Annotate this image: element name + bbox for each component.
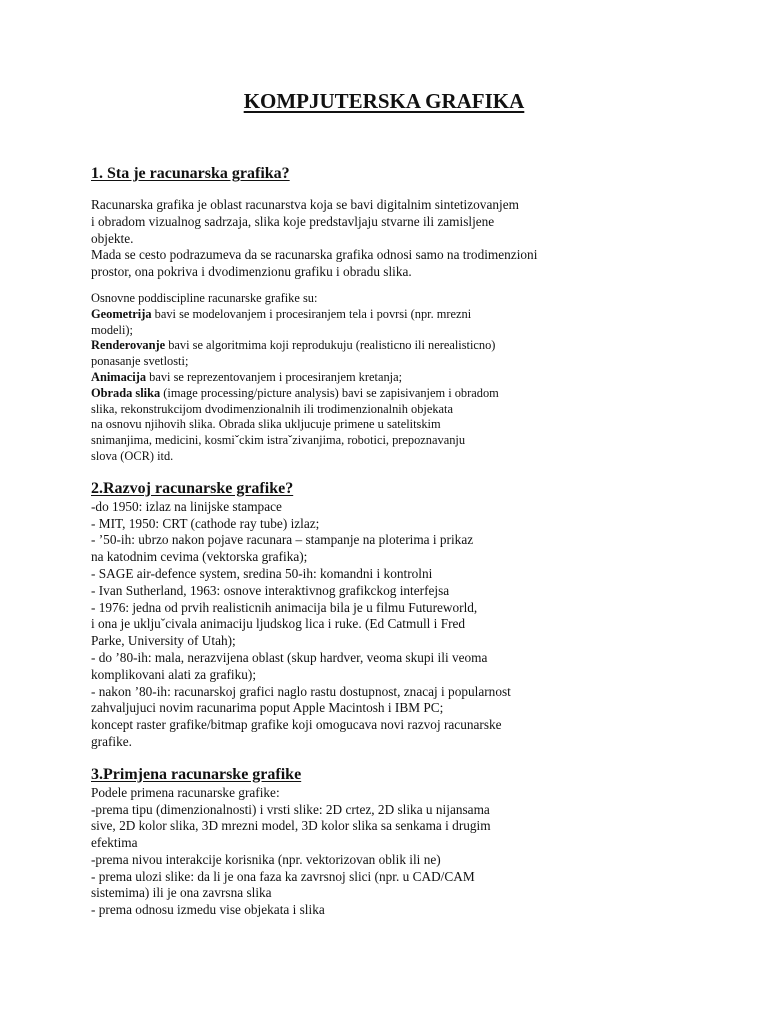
term-geometrija: Geometrija xyxy=(91,306,152,321)
text-line: -do 1950: izlaz na linijske stampace xyxy=(91,498,282,514)
text-line: zahvaljujuci novim racunarima poput Apple Macintosh i IBM PC; xyxy=(91,700,444,716)
text-line: na katodnim cevima (vektorska grafika); xyxy=(91,549,308,565)
text-line: komplikovani alati za grafiku); xyxy=(91,666,257,682)
text-line: objekte. xyxy=(91,230,134,246)
text-line: ponasanje svetlosti; xyxy=(91,354,189,369)
text-line: Osnovne poddiscipline racunarske grafike su: xyxy=(91,290,318,305)
text-line: snimanjima, medicini, kosmiˇckim istraˇzivanjima, robotici, prepoznavanju xyxy=(91,433,466,448)
section-3-body xyxy=(91,785,728,919)
term-animacija: Animacija xyxy=(91,369,147,384)
text-line: (image processing/picture analysis) bavi se zapisivanjem i obradom xyxy=(160,385,499,400)
text-line: prostor, ona pokriva i dvodimenzionu grafiku i obradu slika. xyxy=(91,264,412,280)
text-line: Podele primena racunarske grafike: xyxy=(91,784,280,800)
section-1-heading: 1. Sta je racunarska grafika? xyxy=(91,165,290,182)
text-line: - SAGE air-defence system, sredina 50-ih: komandni i kontrolni xyxy=(91,565,433,581)
term-renderovanje: Renderovanje xyxy=(91,338,166,353)
text-line: slika, rekonstrukcijom dvodimenzionalnih ili trodimenzionalnih objekata xyxy=(91,401,454,416)
text-line: - ’50-ih: ubrzo nakon pojave racunara – stampanje na ploterima i prikaz xyxy=(91,532,474,548)
text-line: bavi se reprezentovanjem i procesiranjem kretanja; xyxy=(146,369,403,384)
text-line: - Ivan Sutherland, 1963: osnove interaktivnog grafikckog interfejsa xyxy=(91,582,450,598)
text-line: bavi se algoritmima koji reprodukuju (realisticno ili nerealisticno) xyxy=(165,338,496,353)
text-line: bavi se modelovanjem i procesiranjem tela i povrsi (npr. mrezni xyxy=(151,306,472,321)
section-1-intro xyxy=(91,197,728,281)
text-line: i ona je ukljuˇcivala animaciju ljudskog lica i ruke. (Ed Catmull i Fred xyxy=(91,616,466,632)
text-line: -prema tipu (dimenzionalnosti) i vrsti slike: 2D crtez, 2D slika u nijansama xyxy=(91,801,490,817)
text-line: efektima xyxy=(91,835,138,851)
list-item xyxy=(91,307,728,323)
section-2-heading: 2.Razvoj racunarske grafike? xyxy=(91,479,294,497)
list-item xyxy=(91,338,728,354)
text-line: na osnovu njihovih slika. Obrada slika ukljucuje primene u satelitskim xyxy=(91,417,441,432)
section-3-heading: 3.Primjena racunarske grafike xyxy=(91,765,302,783)
text-line: sive, 2D kolor slika, 3D mrezni model, 3D kolor slika sa senkama i drugim xyxy=(91,818,491,834)
text-line: - 1976: jedna od prvih realisticnih animacija bila je u filmu Futureworld, xyxy=(91,599,478,615)
text-line: Mada se cesto podrazumeva da se racunarska grafika odnosi samo na trodimenzioni xyxy=(91,247,538,263)
term-obrada-slika: Obrada slika xyxy=(91,385,161,400)
list-item xyxy=(91,386,728,402)
text-line: - prema ulozi slike: da li je ona faza ka zavrsnoj slici (npr. u CAD/CAM xyxy=(91,868,475,884)
text-line: Parke, University of Utah); xyxy=(91,633,236,649)
text-line: - prema odnosu izmedu vise objekata i slika xyxy=(91,902,325,918)
text-line: - MIT, 1950: CRT (cathode ray tube) izlaz; xyxy=(91,515,320,531)
subdisciplines-list xyxy=(91,291,728,465)
section-2-body xyxy=(91,499,728,751)
text-line: - do ’80-ih: mala, nerazvijena oblast (skup hardver, veoma skupi ili veoma xyxy=(91,649,488,665)
text-line: modeli); xyxy=(91,322,133,337)
document-title: KOMPJUTERSKA GRAFIKA xyxy=(243,89,525,113)
text-line: koncept raster grafike/bitmap grafike koji omogucava novi razvoj racunarske xyxy=(91,717,502,733)
text-line: sistemima) ili je ona zavrsna slika xyxy=(91,885,272,901)
text-line: i obradom vizualnog sadrzaja, slika koje predstavljaju stvarne ili zamisljene xyxy=(91,213,495,229)
text-line: grafike. xyxy=(91,733,132,749)
text-line: -prema nivou interakcije korisnika (npr. vektorizovan oblik ili ne) xyxy=(91,851,441,867)
text-line: - nakon ’80-ih: racunarskoj grafici naglo rastu dostupnost, znacaj i popularnost xyxy=(91,683,511,699)
text-line: slova (OCR) itd. xyxy=(91,448,174,463)
list-item xyxy=(91,370,728,386)
text-line: Racunarska grafika je oblast racunarstva koja se bavi digitalnim sintetizovanjem xyxy=(91,197,519,212)
